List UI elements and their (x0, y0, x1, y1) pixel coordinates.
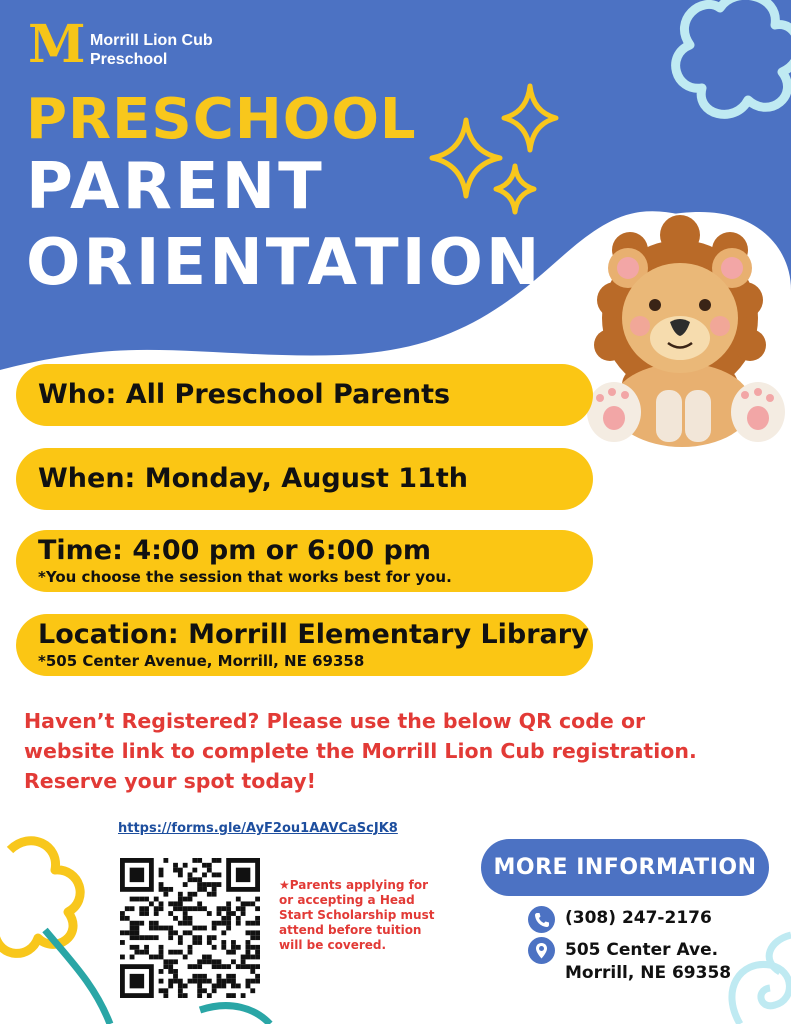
location-note: *505 Center Avenue, Morrill, NE 69358 (38, 652, 365, 670)
organization-name (90, 31, 280, 69)
title-line3: ORIENTATION (26, 226, 543, 300)
registration-message (24, 706, 744, 796)
registration-message-line1: Haven’t Registered? Please use the below QR code or (24, 709, 646, 733)
note-line5: will be covered. (279, 938, 387, 952)
scholarship-note (279, 878, 444, 953)
registration-message-line3: Reserve your spot today! (24, 769, 316, 793)
logo-mark: M (28, 14, 86, 75)
map-pin-icon (528, 937, 555, 964)
when-banner (16, 448, 593, 510)
swirl-icon (732, 935, 791, 1024)
star-icon: ★ (279, 878, 290, 892)
note-line2: or accepting a Head (279, 893, 415, 907)
time-text: Time: 4:00 pm or 6:00 pm (38, 535, 432, 566)
organization-name-line1: Morrill Lion Cub (90, 32, 213, 49)
phone-number[interactable]: (308) 247-2176 (565, 908, 712, 928)
time-banner (16, 530, 593, 592)
location-banner (16, 614, 593, 676)
lion-cub-illustration (580, 212, 791, 449)
title-line2: PARENT (26, 150, 325, 224)
title-line1: PRESCHOOL (26, 87, 417, 152)
address-line1: 505 Center Ave. (565, 940, 719, 960)
address-line2: Morrill, NE 69358 (565, 963, 732, 983)
qr-code[interactable] (120, 858, 260, 998)
who-banner (16, 364, 593, 426)
when-text: When: Monday, August 11th (38, 463, 468, 494)
more-information-button[interactable]: MORE INFORMATION (481, 839, 769, 896)
location-text: Location: Morrill Elementary Library (38, 619, 589, 650)
note-line1: Parents applying for (289, 878, 429, 892)
phone-icon (528, 906, 555, 933)
registration-link[interactable]: https://forms.gle/AyF2ou1AAVCaScJK8 (118, 821, 398, 836)
registration-message-line2: website link to complete the Morrill Lion Cub registration. (24, 739, 697, 763)
time-note: *You choose the session that works best for you. (38, 568, 452, 586)
who-text: Who: All Preschool Parents (38, 379, 451, 410)
note-line3: Start Scholarship must (279, 908, 435, 922)
note-line4: attend before tuition (279, 923, 422, 937)
organization-name-line2: Preschool (90, 51, 168, 68)
